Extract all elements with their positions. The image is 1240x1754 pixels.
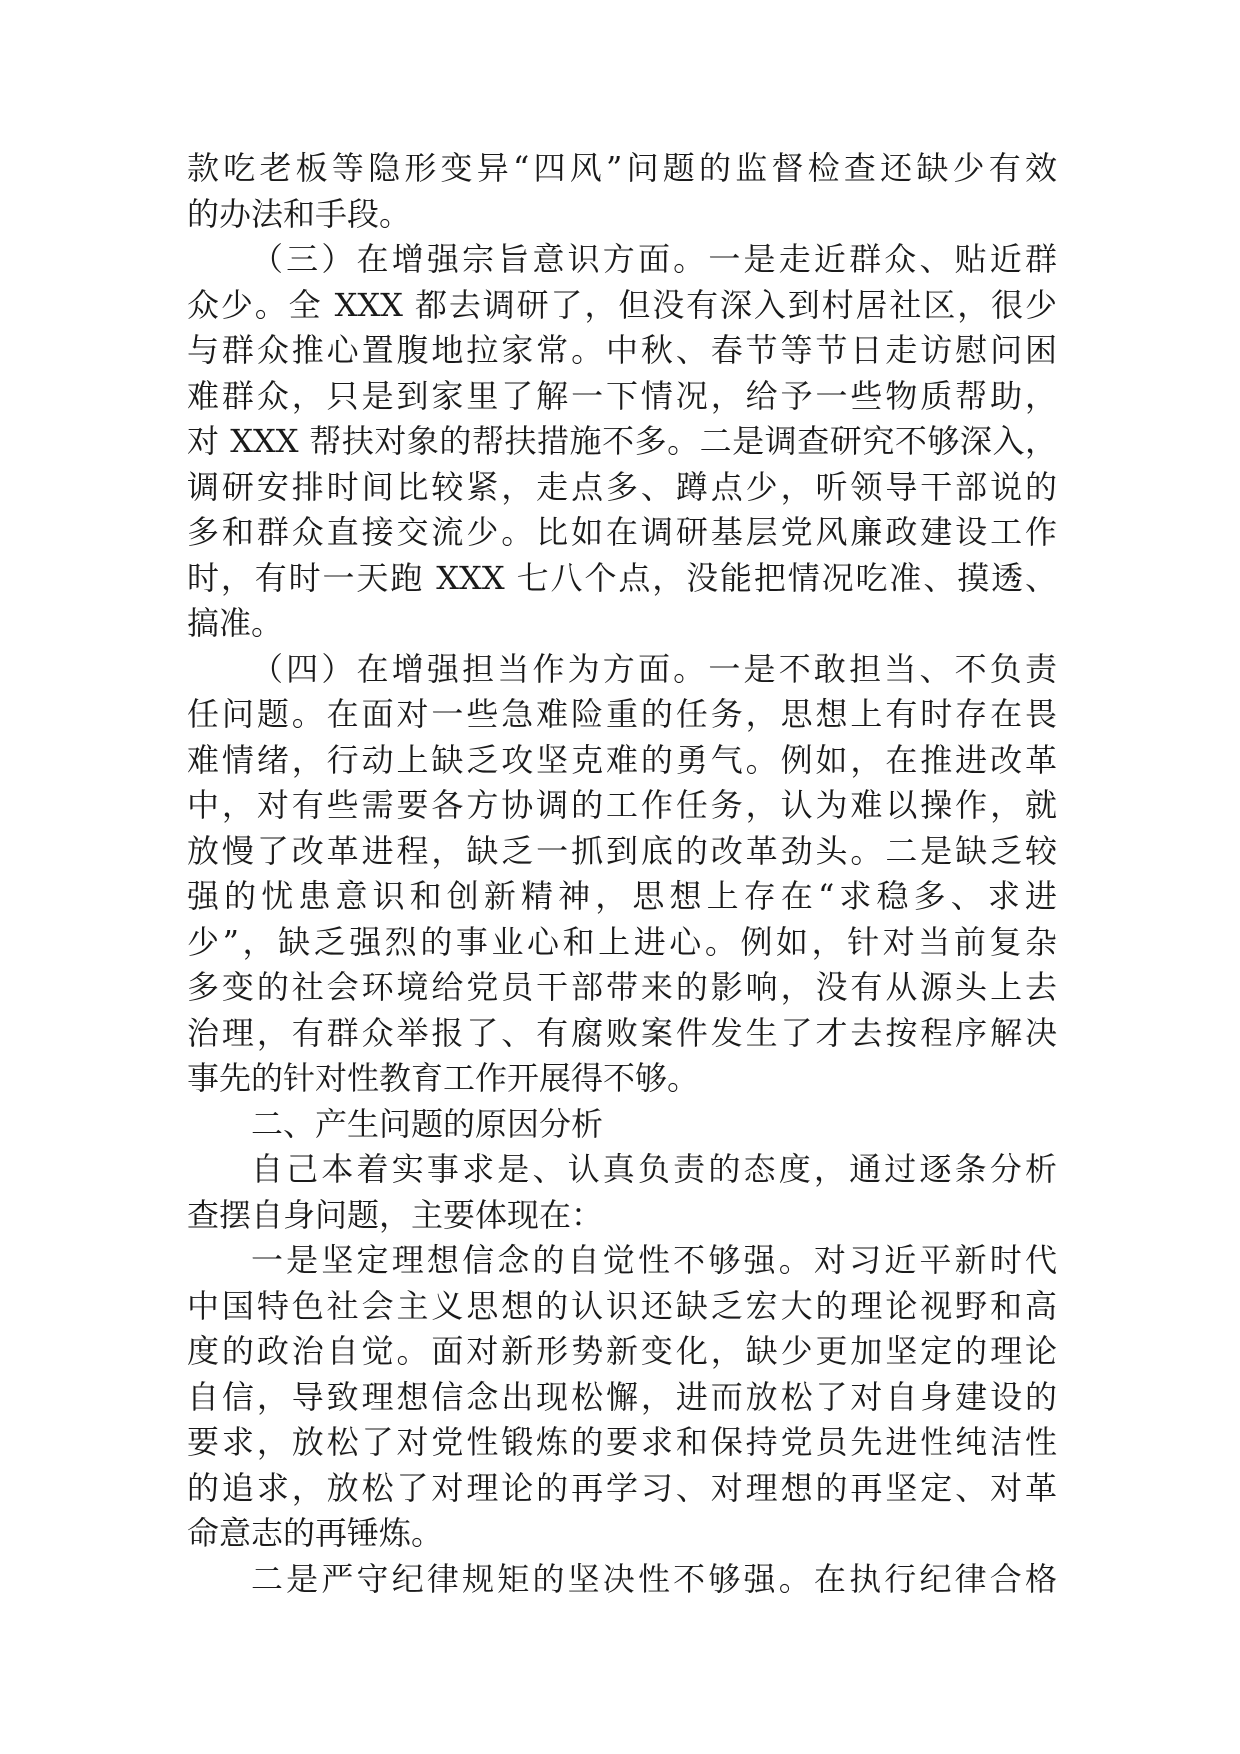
text-line: （四）在增强担当作为方面。一是不敢担当、不负责 — [251, 649, 1057, 688]
text-line: 难情绪，行动上缺乏攻坚克难的勇气。例如，在推进改革 — [187, 740, 1057, 779]
text-line: 中，对有些需要各方协调的工作任务，认为难以操作，就 — [187, 786, 1057, 824]
text-line: 众少。全 XXX 都去调研了，但没有深入到村居社区，很少 — [187, 285, 1057, 324]
text-line: （三）在增强宗旨意识方面。一是走近群众、贴近群 — [251, 240, 1057, 278]
text-line: 少”，缺乏强烈的事业心和上进心。例如，针对当前复杂 — [187, 922, 1057, 961]
text-line: 任问题。在面对一些急难险重的任务，思想上有时存在畏 — [187, 695, 1057, 733]
text-line: 度的政治自觉。面对新形势新变化，缺少更加坚定的理论 — [187, 1332, 1057, 1370]
document-body — [187, 146, 1057, 1602]
text-line: 时，有时一天跑 XXX 七八个点，没能把情况吃准、摸透、 — [187, 558, 1057, 597]
text-line: 多变的社会环境给党员干部带来的影响，没有从源头上去 — [187, 968, 1057, 1006]
text-line: 自己本着实事求是、认真负责的态度，通过逐条分析 — [251, 1150, 1057, 1188]
text-line: 的追求，放松了对理论的再学习、对理想的再坚定、对革 — [187, 1468, 1057, 1507]
text-line: 二、产生问题的原因分析 — [251, 1104, 604, 1143]
text-line: 难群众，只是到家里了解一下情况，给予一些物质帮助， — [187, 376, 1057, 415]
text-line: 对 XXX 帮扶对象的帮扶措施不多。二是调查研究不够深入， — [187, 422, 1057, 460]
text-line: 多和群众直接交流少。比如在调研基层党风廉政建设工作 — [187, 513, 1057, 551]
text-line: 命意志的再锤炼。 — [187, 1514, 444, 1552]
text-line: 中国特色社会主义思想的认识还缺乏宏大的理论视野和高 — [187, 1286, 1057, 1325]
text-line: 二是严守纪律规矩的坚决性不够强。在执行纪律合格 — [251, 1559, 1057, 1598]
text-line: 款吃老板等隐形变异“四风”问题的监督检查还缺少有效 — [187, 149, 1057, 187]
text-line: 放慢了改革进程，缺乏一抓到底的改革劲头。二是缺乏较 — [187, 831, 1057, 870]
text-line: 调研安排时间比较紧，走点多、蹲点少，听领导干部说的 — [187, 467, 1057, 506]
text-line: 自信，导致理想信念出现松懈，进而放松了对自身建设的 — [187, 1377, 1057, 1416]
text-line: 事先的针对性教育工作开展得不够。 — [187, 1059, 700, 1097]
text-line: 与群众推心置腹地拉家常。中秋、春节等节日走访慰问困 — [187, 331, 1057, 369]
text-line: 查摆自身问题，主要体现在： — [187, 1195, 604, 1234]
text-line: 搞准。 — [187, 604, 284, 642]
text-line: 要求，放松了对党性锻炼的要求和保持党员先进性纯洁性 — [187, 1423, 1057, 1461]
text-line: 强的忧患意识和创新精神，思想上存在“求稳多、求进 — [187, 877, 1057, 915]
text-line: 一是坚定理想信念的自觉性不够强。对习近平新时代 — [251, 1241, 1057, 1279]
text-line: 治理，有群众举报了、有腐败案件发生了才去按程序解决 — [187, 1013, 1057, 1052]
text-line: 的办法和手段。 — [187, 194, 412, 233]
